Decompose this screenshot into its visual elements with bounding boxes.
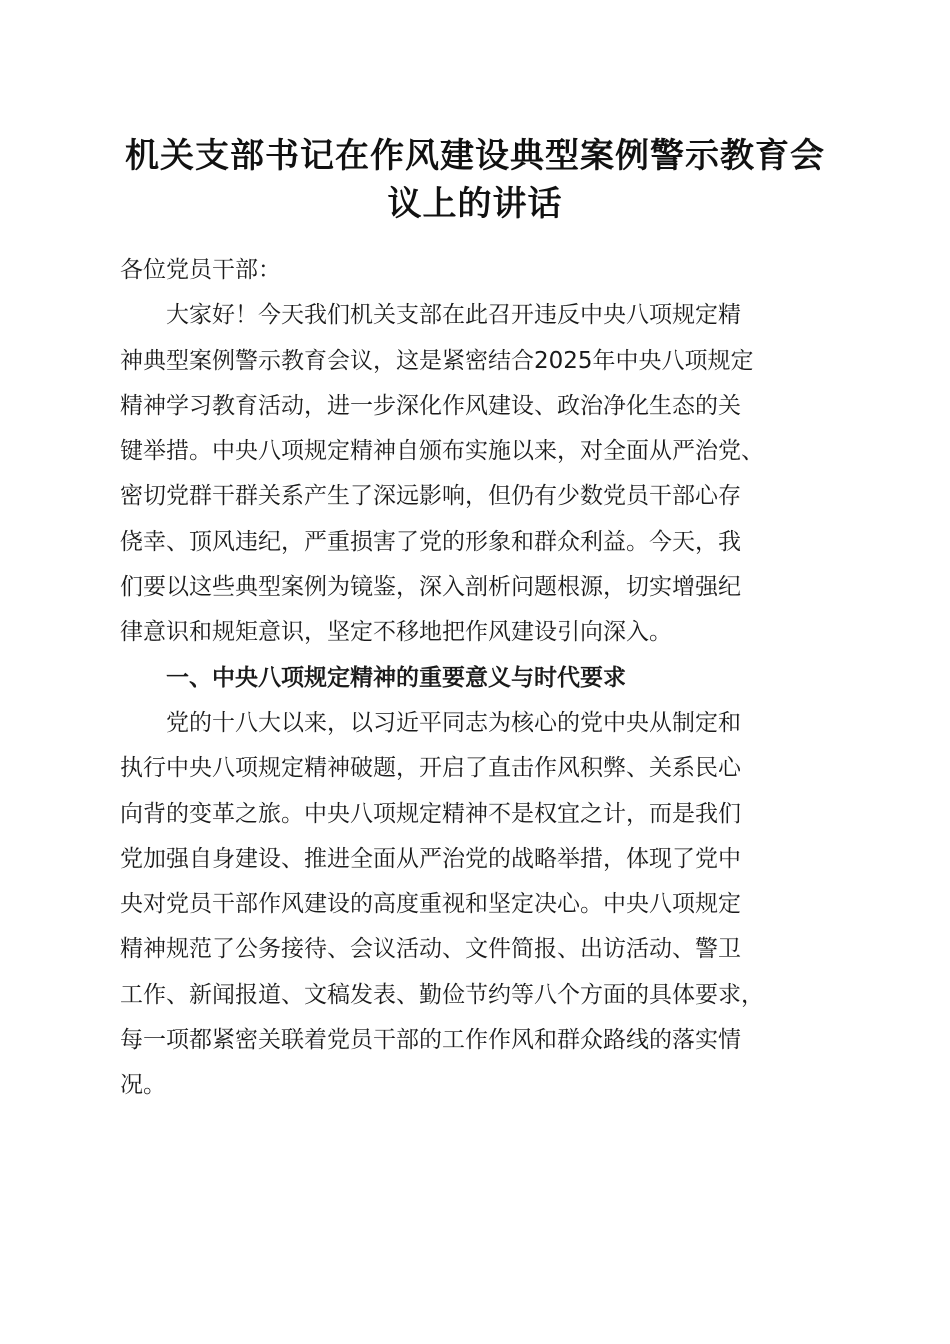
body-line: 侥幸、顶风违纪，严重损害了党的形象和群众利益。今天，我	[120, 528, 741, 555]
body-line: 大家好！今天我们机关支部在此召开违反中央八项规定精	[120, 302, 741, 329]
body-line: 精神学习教育活动，进一步深化作风建设、政治净化生态的关	[120, 392, 741, 419]
body-line: 向背的变革之旅。中央八项规定精神不是权宜之计，而是我们	[120, 800, 741, 827]
body-line: 每一项都紧密关联着党员干部的工作作风和群众路线的落实情	[120, 1027, 741, 1054]
body-line: 央对党员干部作风建设的高度重视和坚定决心。中央八项规定	[120, 891, 741, 918]
body-line: 律意识和规矩意识，坚定不移地把作风建设引向深入。	[120, 619, 672, 646]
section-heading: 一、中央八项规定精神的重要意义与时代要求	[120, 664, 626, 691]
salutation: 各位党员干部：	[120, 257, 281, 283]
document-body	[120, 248, 840, 1109]
body-line: 党加强自身建设、推进全面从严治党的战略举措，体现了党中	[120, 845, 741, 872]
body-line: 神典型案例警示教育会议，这是紧密结合2025年中央八项规定	[120, 347, 754, 374]
body-line: 精神规范了公务接待、会议活动、文件简报、出访活动、警卫	[120, 936, 741, 963]
title-line-1: 机关支部书记在作风建设典型案例警示教育会	[125, 136, 825, 176]
body-line: 执行中央八项规定精神破题，开启了直击作风积弊、关系民心	[120, 755, 741, 782]
body-line: 党的十八大以来，以习近平同志为核心的党中央从制定和	[120, 709, 741, 736]
body-line: 密切党群干群关系产生了深远影响，但仍有少数党员干部心存	[120, 483, 741, 510]
document-title	[60, 132, 890, 228]
body-line: 们要以这些典型案例为镜鉴，深入剖析问题根源，切实增强纪	[120, 574, 741, 601]
title-line-2: 议上的讲话	[387, 184, 563, 224]
body-line: 况。	[120, 1072, 166, 1099]
body-line: 工作、新闻报道、文稿发表、勤俭节约等八个方面的具体要求，	[120, 981, 764, 1008]
body-line: 键举措。中央八项规定精神自颁布实施以来，对全面从严治党、	[120, 438, 764, 465]
